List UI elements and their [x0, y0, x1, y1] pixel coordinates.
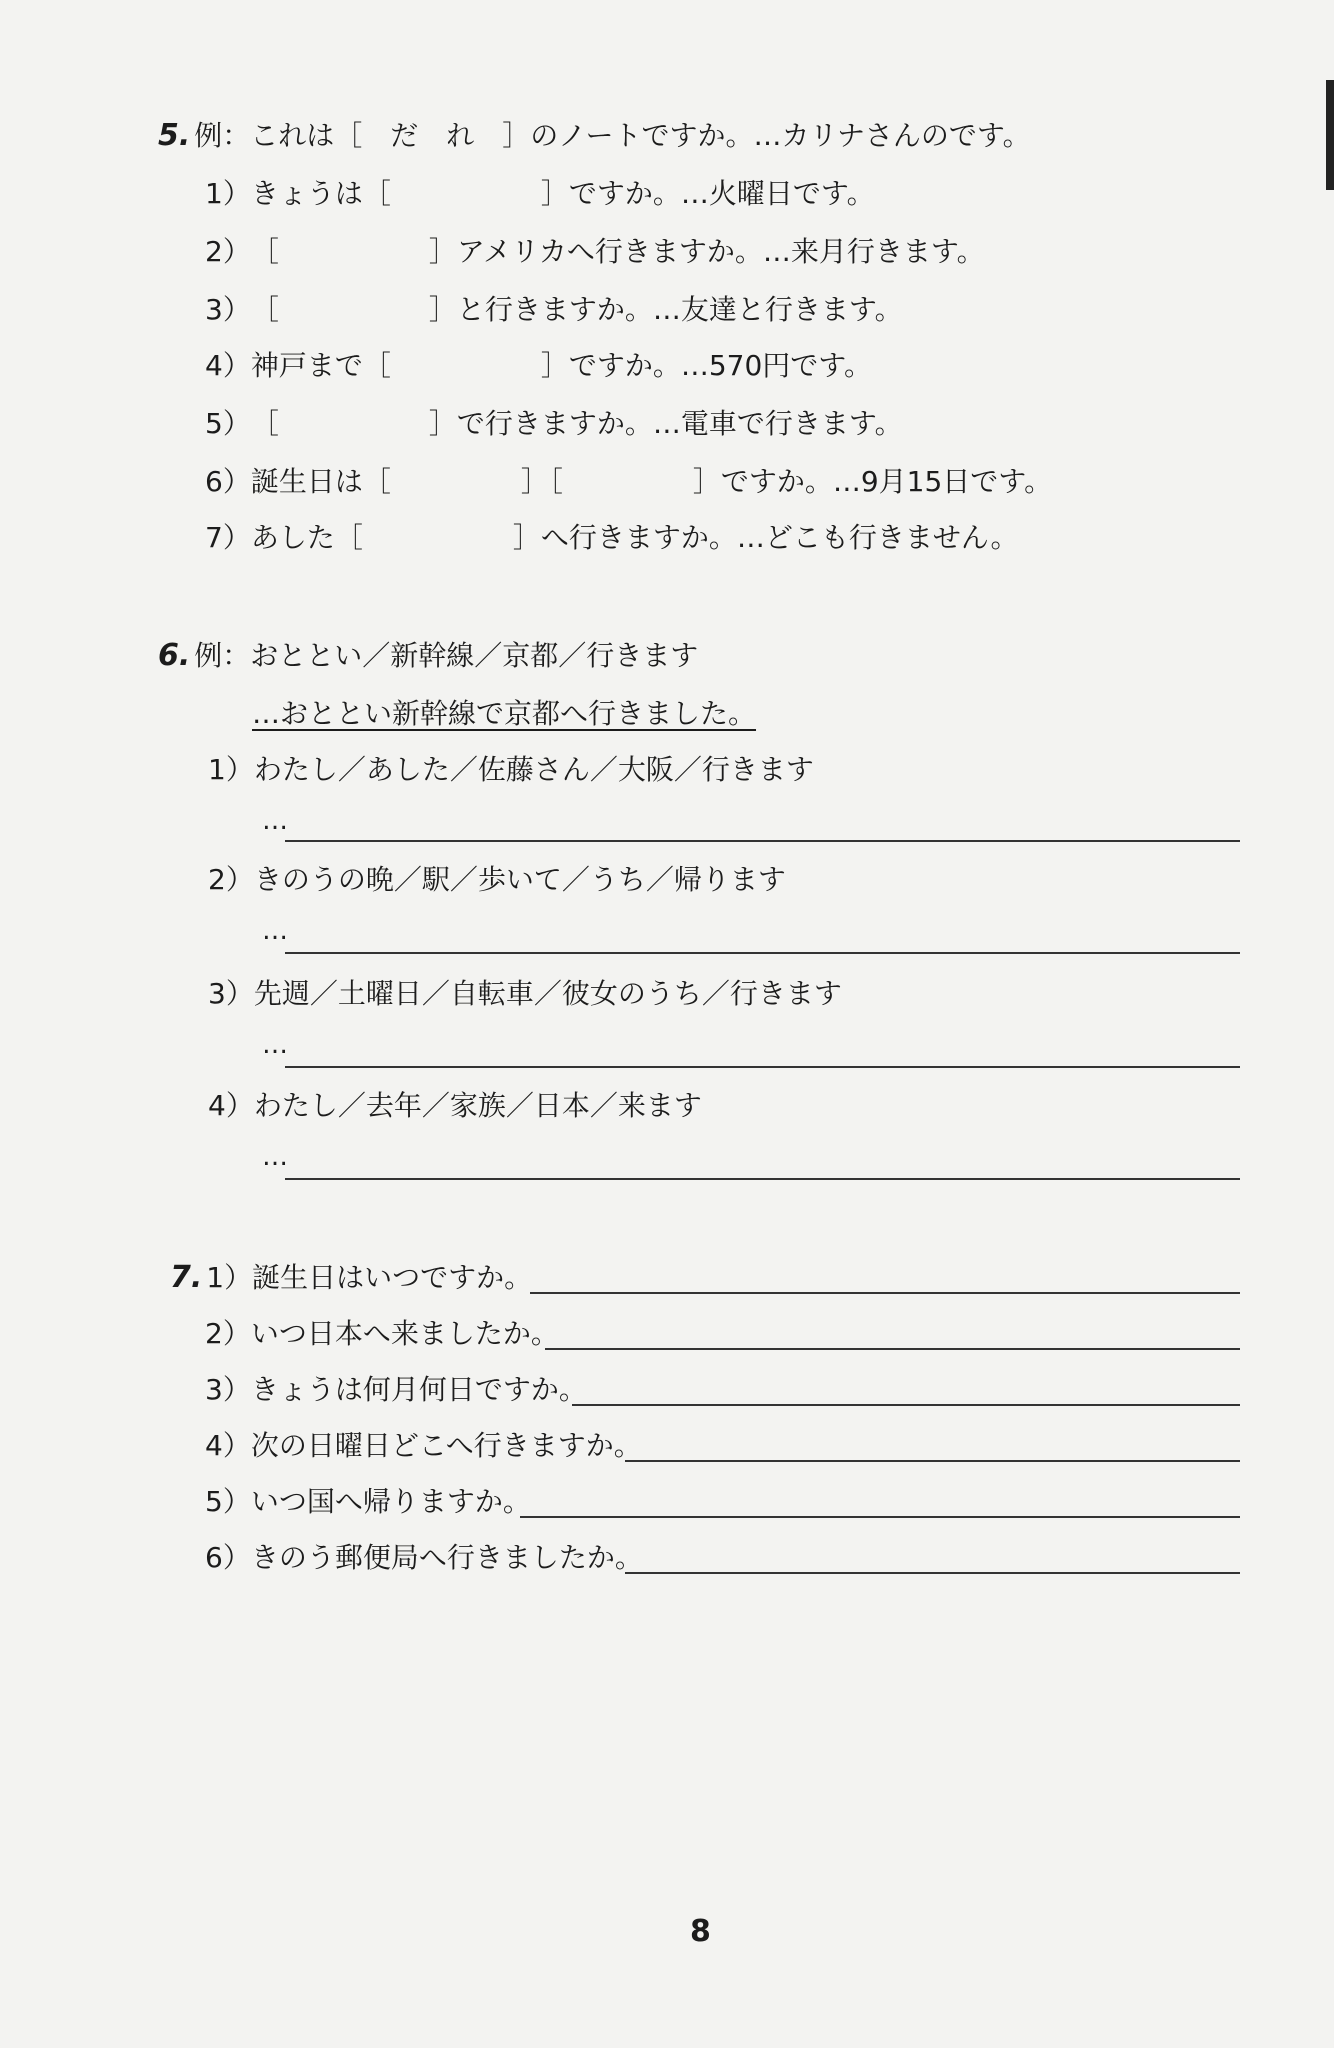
item-number: 4） — [205, 1429, 251, 1462]
exercise-5-item-1 — [205, 176, 875, 212]
exercise-5-item-2 — [205, 234, 985, 270]
exercise-5-item-6 — [205, 464, 1052, 500]
answer-line[interactable] — [285, 840, 1240, 842]
item-question: きのう郵便局へ行きましたか。 — [250, 1541, 643, 1574]
item-text-after: ］で行きますか。…電車で行きます。 — [428, 407, 903, 440]
item-number: 3） — [205, 1373, 251, 1406]
item-text-after: ］ですか。…570円です。 — [540, 349, 873, 382]
item-number: 2） — [205, 1317, 251, 1350]
answer-lead: … — [262, 1142, 288, 1172]
answer-line[interactable] — [545, 1348, 1240, 1350]
exercise-6-example — [158, 638, 698, 674]
example-text: これは［ だ れ ］のノートですか。…カリナさんのです。 — [250, 119, 1031, 152]
item-question: 次の日曜日どこへ行きますか。 — [250, 1429, 642, 1462]
item-question: 誕生日はいつですか。 — [252, 1261, 533, 1294]
answer-line[interactable] — [625, 1460, 1240, 1462]
exercise-6-item-4 — [208, 1088, 702, 1124]
item-number: 6） — [205, 465, 251, 498]
answer-line[interactable] — [285, 1066, 1240, 1068]
item-text-before: 誕生日は［ — [250, 465, 391, 498]
item-question: きょうは何月何日ですか。 — [250, 1373, 587, 1406]
item-number: 1） — [208, 753, 254, 786]
example-label: 例： — [194, 639, 251, 672]
example-prompt: おととい／新幹線／京都／行きます — [250, 639, 699, 672]
item-number: 2） — [208, 863, 254, 896]
item-text-before: ［ — [250, 293, 279, 326]
answer-line[interactable] — [625, 1572, 1240, 1574]
exercise-number: 7. — [170, 1260, 203, 1295]
item-text-before: ［ — [250, 407, 279, 440]
item-text-after: ］と行きますか。…友達と行きます。 — [428, 293, 903, 326]
answer-line[interactable] — [285, 1178, 1240, 1180]
item-number: 1） — [205, 177, 251, 210]
answer-line[interactable] — [520, 1516, 1240, 1518]
exercise-7-item-2 — [205, 1316, 559, 1352]
item-number: 3） — [205, 293, 251, 326]
exercise-5-item-3 — [205, 292, 903, 328]
answer-lead: … — [262, 1030, 288, 1060]
exercise-7-item-3 — [205, 1372, 587, 1408]
exercise-number: 6. — [158, 638, 191, 673]
exercise-7-item-5 — [205, 1484, 531, 1520]
item-text-before: ［ — [250, 235, 279, 268]
item-text-after: ］ですか。…火曜日です。 — [540, 177, 875, 210]
answer-lead: … — [262, 916, 288, 946]
item-question: いつ日本へ来ましたか。 — [250, 1317, 559, 1350]
page-number: 8 — [690, 1914, 711, 1949]
item-number: 3） — [208, 977, 254, 1010]
item-prompt: きのうの晩／駅／歩いて／うち／帰ります — [253, 863, 786, 896]
example-label: 例： — [194, 119, 251, 152]
item-text-after: ］ですか。…9月15日です。 — [692, 465, 1053, 498]
exercise-5-item-5 — [205, 406, 903, 442]
item-prompt: わたし／あした／佐藤さん／大阪／行きます — [253, 753, 814, 786]
exercise-7-item-6 — [205, 1540, 643, 1576]
item-text-before: あした［ — [250, 521, 363, 554]
exercise-5-example — [158, 118, 1031, 154]
answer-line[interactable] — [572, 1404, 1240, 1406]
exercise-6-item-1 — [208, 752, 814, 788]
page-edge-tab — [1326, 80, 1334, 190]
exercise-7-item-4 — [205, 1428, 642, 1464]
item-question: いつ国へ帰りますか。 — [250, 1485, 531, 1518]
item-number: 7） — [205, 521, 251, 554]
exercise-5-item-7 — [205, 520, 1019, 556]
item-text-before: きょうは［ — [250, 177, 391, 210]
answer-line[interactable] — [285, 952, 1240, 954]
item-number: 6） — [205, 1541, 251, 1574]
item-text-mid: ］［ — [520, 465, 563, 498]
item-number: 2） — [205, 235, 251, 268]
answer-line[interactable] — [530, 1292, 1240, 1294]
exercise-6-item-2 — [208, 862, 786, 898]
item-text-after: ］アメリカへ行きますか。…来月行きます。 — [428, 235, 985, 268]
item-number: 4） — [205, 349, 251, 382]
answer-lead: … — [262, 806, 288, 836]
item-text-before: 神戸まで［ — [250, 349, 391, 382]
item-number: 5） — [205, 407, 251, 440]
exercise-5-item-4 — [205, 348, 872, 384]
exercise-7-item-1 — [170, 1260, 532, 1296]
item-number: 4） — [208, 1089, 254, 1122]
item-number: 5） — [205, 1485, 251, 1518]
example-answer: …おととい新幹線で京都へ行きました。 — [252, 697, 757, 730]
exercise-6-item-3 — [208, 976, 842, 1012]
item-text-after: ］へ行きますか。…どこも行きません。 — [512, 521, 1019, 554]
item-prompt: 先週／土曜日／自転車／彼女のうち／行きます — [253, 977, 842, 1010]
item-number: 1） — [206, 1261, 253, 1294]
exercise-number: 5. — [158, 118, 191, 153]
item-prompt: わたし／去年／家族／日本／来ます — [253, 1089, 702, 1122]
exercise-6-example-answer — [252, 696, 756, 732]
